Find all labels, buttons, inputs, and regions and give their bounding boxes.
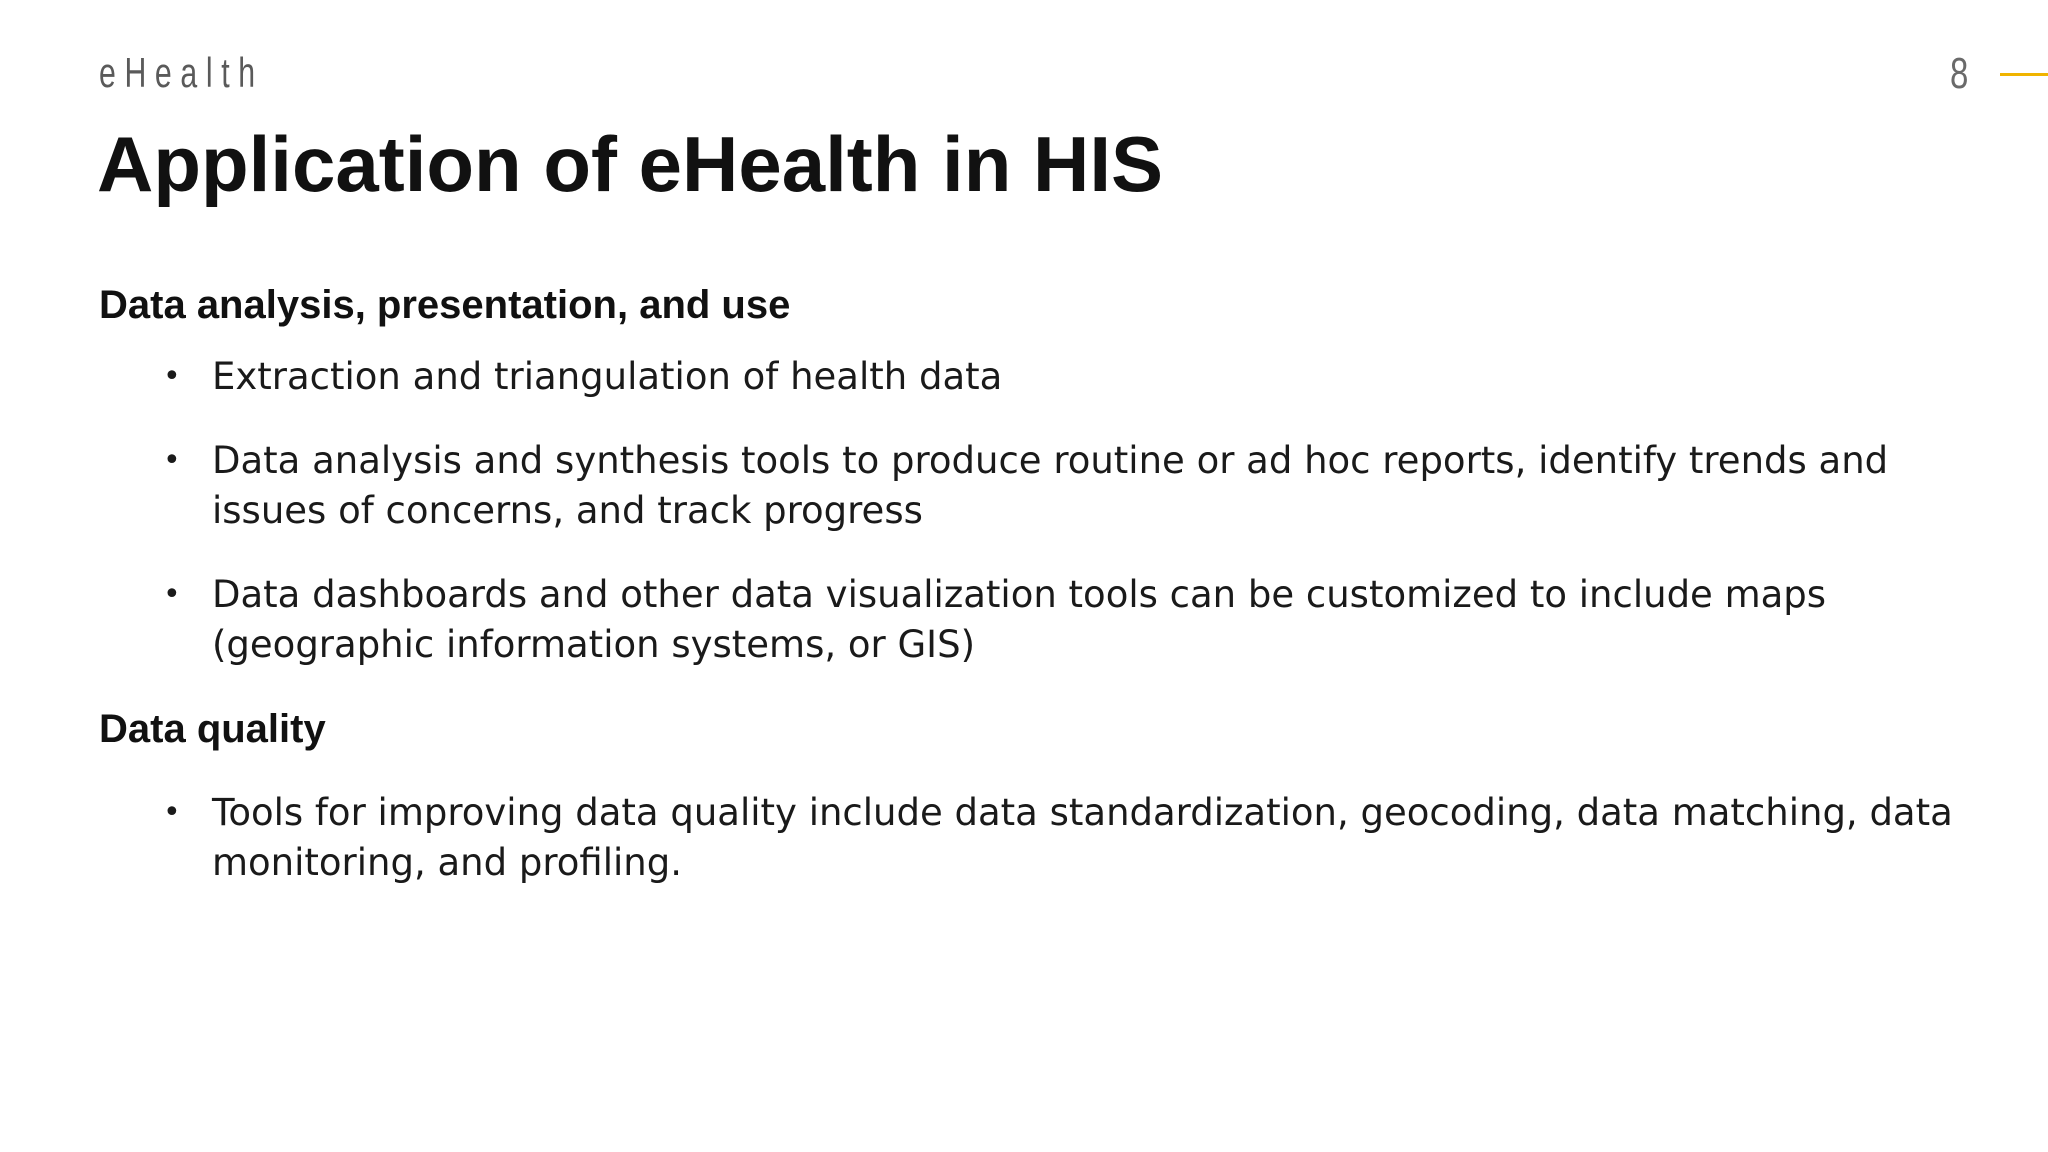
section-data-quality [99,704,1979,888]
bullet-text: Data dashboards and other data visualization tools can be customized to include maps (geographic information systems, or GIS) [212,573,1827,666]
section-heading: Data analysis, presentation, and use [99,283,791,327]
bullet-text: Extraction and triangulation of health data [212,355,1003,398]
bullet-text: Tools for improving data quality include data standardization, geocoding, data matching, data monitoring, and profiling. [212,791,1953,884]
bullet-icon: • [163,359,181,394]
slide-content [99,280,1979,888]
section-kicker: eHealth [99,49,264,96]
bullet-text: Data analysis and synthesis tools to produce routine or ad hoc reports, identify trends and issues of concerns, and track progress [212,439,1889,532]
section-heading: Data quality [99,707,326,751]
list-item [99,788,2012,888]
accent-line [2000,73,2048,76]
list-item [99,570,2012,670]
list-item [99,436,2012,536]
page-number: 8 [1950,49,1969,98]
section-data-analysis [99,280,1979,670]
list-item [99,352,2012,402]
slide-title: Application of eHealth in HIS [97,120,1164,208]
bullet-icon: • [163,577,181,612]
bullet-icon: • [163,795,181,830]
bullet-list [99,788,1979,888]
bullet-icon: • [163,443,181,478]
bullet-list [99,352,1979,670]
